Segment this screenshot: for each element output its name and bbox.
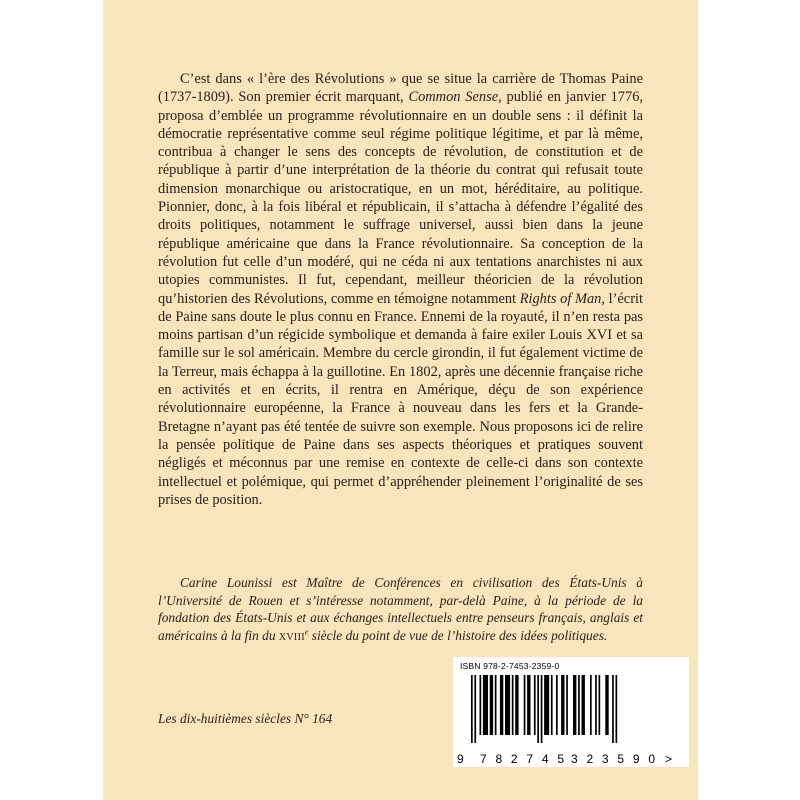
century-numeral: XVIII [278,632,305,644]
book-title-rights-of-man: Rights of Man [519,290,602,307]
barcode-bar [551,675,553,735]
barcode-bar [582,675,585,735]
century-superscript: e [304,627,309,637]
barcode-bar [483,675,488,735]
book-back-cover [103,0,698,800]
summary-text-part-2: , publié en janvier 1776, proposa d’emblée un programme révolutionnaire en un double sens : il définit la démocratie représentative comme seul régime politique légitime, et par là même, contribua à changer le sens des concepts de révolution, de constitution et de république à partir d’une interprétation de la théorie du contrat qui refusait toute dimension monarchique ou aristocratique, en un mot, héréditaire, au politique. Pionnier, donc, à la fois libéral et républicain, il s’attacha à défendre l’égalité des droits politiques, notamment le suffrage universel, aussi bien dans la jeune république américaine que dans la France révolutionnaire. Sa conception de la révolution fut celle d’un modéré, qui ne céda ni aux tentations anarchistes ni aux utopies communistes. Il fut, cependant, meilleur théoricien de la révolution qu’historien des Révolutions, comme en témoigne notamment [158,89,643,307]
barcode-bar [505,675,510,735]
barcode-bar [590,675,592,735]
barcode-digit-first: 9 [457,752,464,766]
barcode-bar [612,675,614,743]
barcode-quiet-mark: > [665,752,673,766]
author-bio-text-1: Carine Lounissi est Maître de Conférences en civilisation des États-Unis à l’Université de Rouen et s’intéresse notamment, par-delà Paine, à la période de la fondation des États-Unis et aux échanges intellectuels entre penseurs français, anglais et américains à la fin du [158,575,643,644]
barcode-bar [480,675,482,735]
barcode-bar [524,675,526,735]
barcode-bar [534,675,536,735]
barcode-bar [561,675,564,735]
barcode-bar [515,675,518,735]
barcode-bar [471,675,473,743]
barcode-bar [573,675,576,735]
barcode-bar [541,675,543,743]
barcode-bars [471,675,617,743]
barcode-bar [495,675,497,735]
barcode-bar [605,675,608,735]
barcode-bar [512,675,514,735]
isbn-label: ISBN 978-2-7453-2359-0 [460,661,560,671]
barcode-bar [578,675,580,735]
barcode-bar [616,675,618,743]
summary-text-part-1: C’est dans « l’ère des Révolutions » que se situe la carrière de Thomas Paine (1737-1809). Son premier écrit marquant, [158,71,643,106]
barcode-digits-left: 782745 [480,752,564,766]
author-bio-text-2: siècle du point de vue de l’histoire des idées politiques. [308,628,608,644]
barcode-bar [599,675,601,735]
barcode-bar [490,675,493,735]
barcode-bar [595,675,597,735]
barcode-bar [527,675,530,735]
barcode-bar [474,675,476,743]
barcode-bar [537,675,539,743]
summary-text-part-3: , l’écrit de Paine sans doute le plus connu en France. Ennemi de la royauté, il n’en resta pas moins partisan d’un régicide symbolique et demanda à faire exiler Louis XVI et sa famille sur le sol américain. Membre du cercle girondin, il fut également victime de la Terreur, mais échappa à la guillotine. En 1802, après une décennie française riche en activités et en écrits, il rentra en Amérique, déçu de son expérience révolutionnaire européenne, la France à nouveau dans les fers et la Grande-Bretagne n’ayant pas été tentée de suivre son exemple. Nous proposons ici de relire la pensée politique de Paine dans ses aspects théoriques et pratiques souvent négligés et méconnus par une remise en contexte de celle-ci dans son contexte intellectuel et polémique, qui permet d’appréhender pleinement l’originalité de ses prises de position. [158,290,643,508]
barcode-bar [544,675,549,735]
barcode-digits-right: 323590 [571,752,655,766]
barcode-bar [500,675,503,735]
barcode-bar [566,675,568,735]
author-bio [158,574,643,647]
series-label: Les dix-huitièmes siècles N° 164 [158,711,333,726]
barcode-bar [556,675,558,735]
barcode [453,657,689,767]
book-title-common-sense: Common Sense [408,89,499,106]
isbn-barcode-box [453,657,689,767]
summary-paragraph [158,70,643,509]
